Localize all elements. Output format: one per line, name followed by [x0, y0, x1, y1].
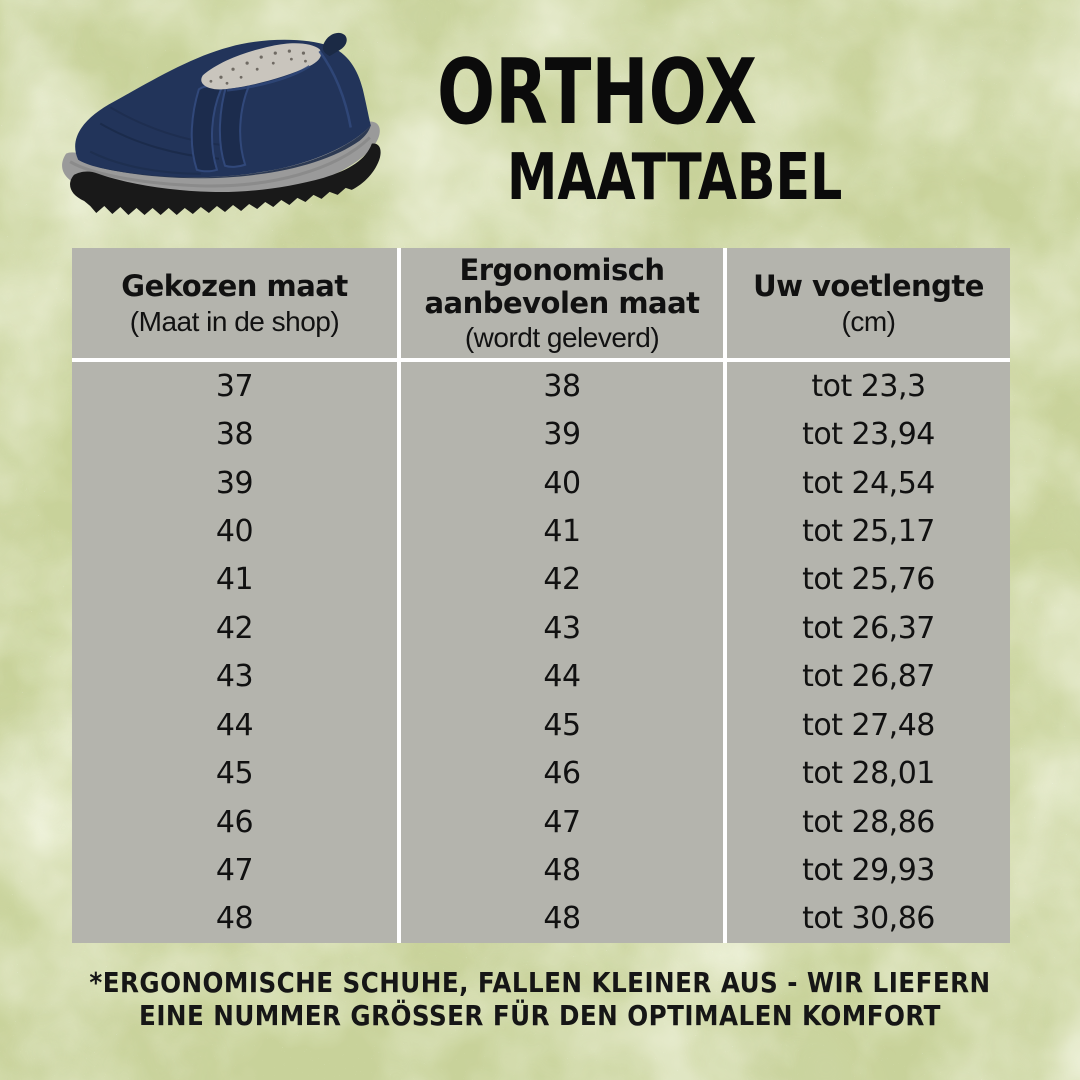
- table-cell: 47: [215, 852, 254, 888]
- size-chart-title: MAATTABEL: [507, 141, 843, 215]
- column-subtitle: (cm): [841, 305, 896, 337]
- table-cell: 46: [215, 804, 254, 840]
- brand-title: ORTHOX: [437, 40, 758, 145]
- table-cell: 41: [215, 562, 254, 598]
- table-cell: tot 28,01: [802, 756, 935, 792]
- footnote-line-1: *ERGONOMISCHE SCHUHE, FALLEN KLEINER AUS - WIR LIEFERN: [89, 966, 991, 999]
- table-cell: tot 27,48: [802, 707, 935, 743]
- column-header-recommended-size: [401, 248, 723, 362]
- column-header-foot-length: [727, 248, 1010, 362]
- table-cell: tot 30,86: [802, 901, 935, 937]
- table-cell: 43: [215, 659, 254, 695]
- table-cell: 44: [543, 659, 581, 695]
- table-cell: 48: [543, 852, 581, 888]
- product-shoe-image: [50, 10, 400, 235]
- table-cell: 40: [215, 513, 254, 549]
- size-chart-table: [72, 248, 1010, 943]
- table-cell: 42: [215, 610, 254, 646]
- footnote-line-2: EINE NUMMER GRÖSSER FÜR DEN OPTIMALEN KOMFORT: [139, 999, 941, 1032]
- table-cell: tot 24,54: [802, 465, 935, 501]
- footnote: [0, 966, 1080, 1032]
- table-cell: 47: [543, 804, 581, 840]
- table-cell: tot 29,93: [802, 852, 935, 888]
- table-cell: 48: [543, 901, 581, 937]
- table-cell: tot 23,3: [811, 368, 926, 404]
- table-cell: 45: [543, 707, 581, 743]
- table-cell: 46: [543, 756, 581, 792]
- column-header-chosen-size: [72, 248, 397, 362]
- table-cell: 45: [215, 756, 254, 792]
- column-recommended-size: [401, 248, 723, 943]
- table-cell: 44: [215, 707, 254, 743]
- table-cell: tot 26,87: [802, 659, 935, 695]
- column-foot-length: [727, 248, 1010, 943]
- table-cell: 38: [543, 368, 581, 404]
- column-title: Uw voetlengte: [753, 269, 984, 304]
- table-cell: tot 26,37: [802, 610, 935, 646]
- column-title: Ergonomisch aanbevolen maat: [424, 252, 700, 320]
- column-title: Gekozen maat: [121, 269, 348, 304]
- table-cell: 39: [543, 417, 581, 453]
- table-cell: 41: [543, 513, 581, 549]
- column-subtitle: (Maat in de shop): [129, 305, 340, 337]
- table-cell: tot 25,76: [802, 562, 935, 598]
- table-cell: 37: [215, 368, 254, 404]
- table-cell: 40: [543, 465, 581, 501]
- table-cell: 38: [215, 417, 254, 453]
- shoe-icon: [50, 10, 400, 235]
- column-chosen-size: [72, 248, 397, 943]
- table-cell: tot 25,17: [802, 513, 935, 549]
- table-cell: 39: [215, 465, 254, 501]
- table-cell: 42: [543, 562, 581, 598]
- table-cell: 43: [543, 610, 581, 646]
- column-subtitle: (wordt geleverd): [464, 322, 660, 354]
- table-cell: tot 23,94: [802, 417, 935, 453]
- table-cell: 48: [215, 901, 254, 937]
- table-cell: tot 28,86: [802, 804, 935, 840]
